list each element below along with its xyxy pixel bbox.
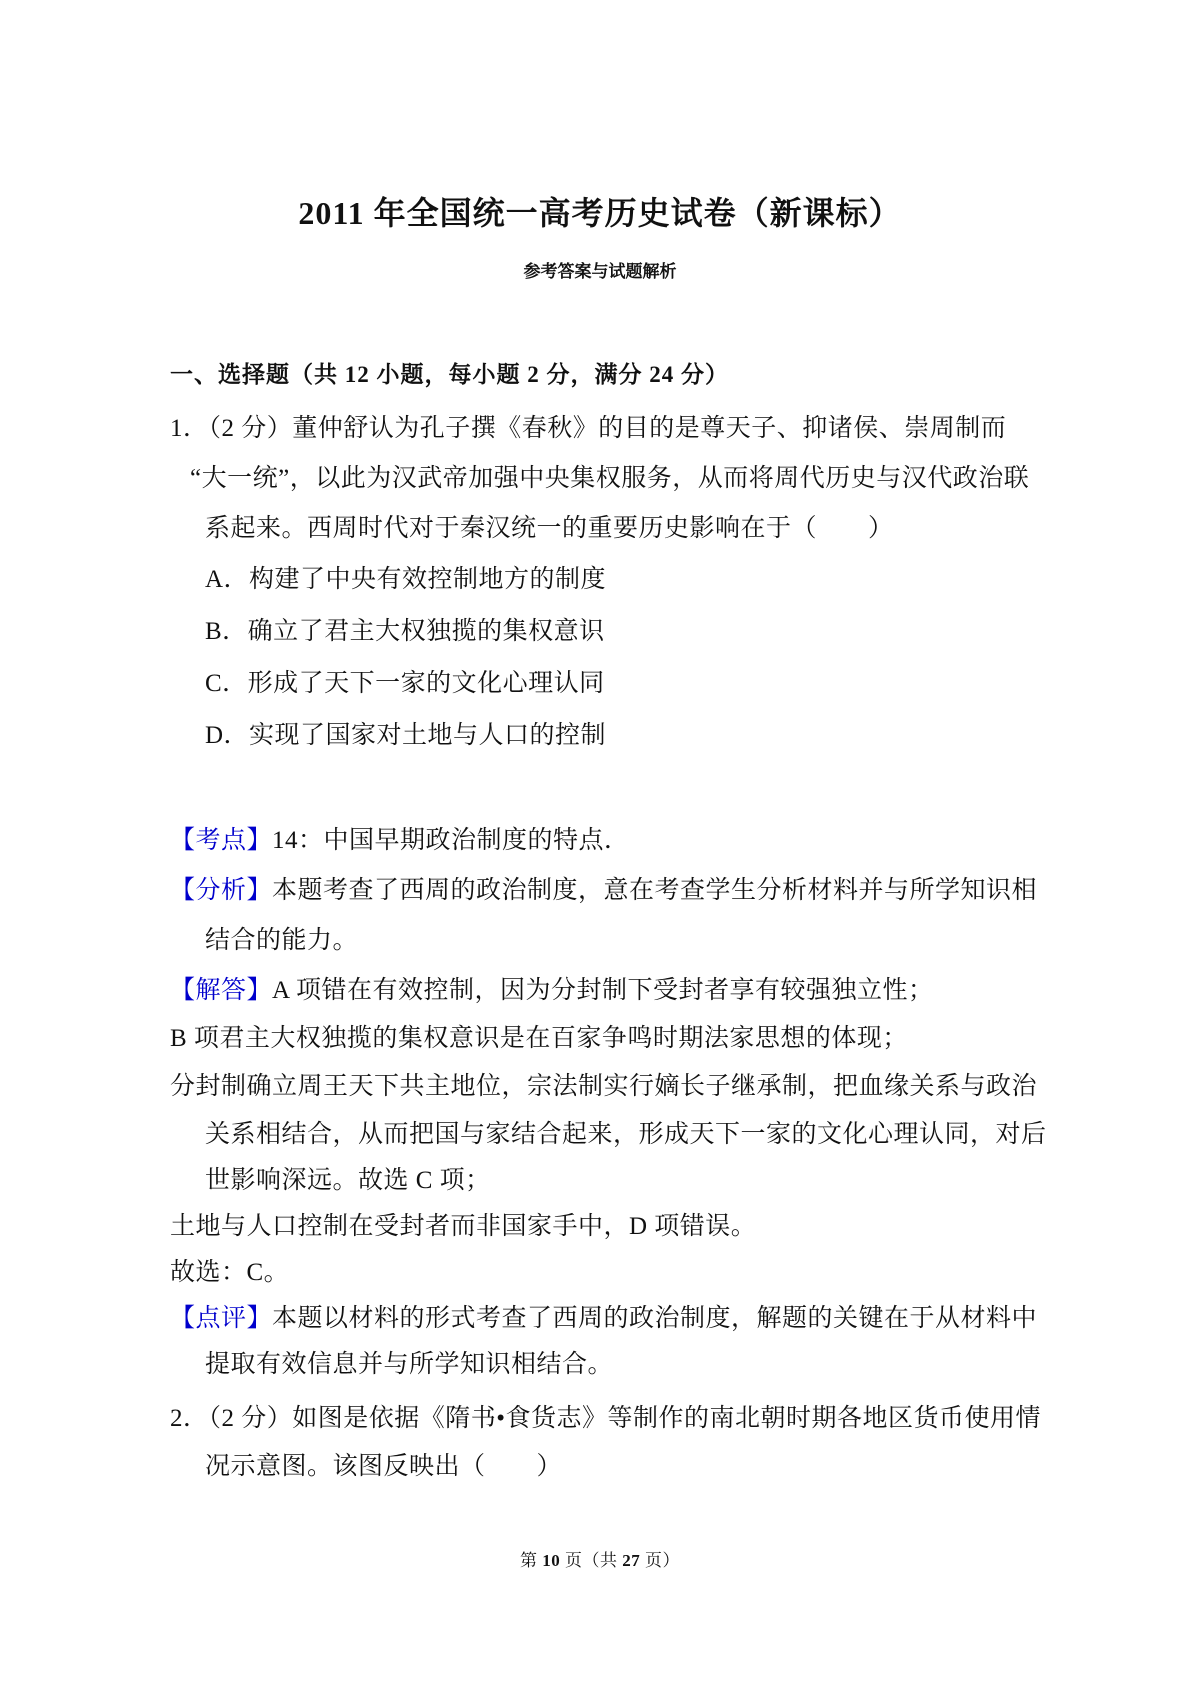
footer-prefix: 第 <box>520 1551 543 1570</box>
answer-line <box>170 1256 1080 1290</box>
footer-page-number: 10 <box>542 1551 561 1570</box>
jieda-line <box>170 1070 1080 1104</box>
fenxi-line <box>170 874 1080 908</box>
line-text: 本题考查了西周的政治制度，意在考查学生分析材料并与所学知识相 <box>272 877 1038 904</box>
line-text: 关系相结合，从而把国与家结合起来，形成天下一家的文化心理认同，对后 <box>205 1121 1047 1148</box>
line-text: 1．（2 分）董仲舒认为孔子撰《春秋》的目的是尊天子、抑诸侯、崇周制而 <box>170 415 1007 442</box>
fenxi-label: 【分析】 <box>170 877 273 904</box>
option-c <box>170 667 1080 701</box>
option-b <box>170 615 1080 649</box>
fenxi-line <box>170 924 1080 958</box>
footer-middle: 页（共 <box>560 1551 623 1570</box>
jieda-line <box>170 1210 1080 1244</box>
line-text: 故选：C。 <box>170 1259 290 1286</box>
jieda-line <box>170 1022 1080 1056</box>
jieda-label: 【解答】 <box>170 977 273 1004</box>
line-text: 结合的能力。 <box>205 927 359 954</box>
question-1-line <box>170 412 1080 446</box>
line-text: 分封制确立周王天下共主地位，宗法制实行嫡长子继承制，把血缘关系与政治 <box>170 1073 1038 1100</box>
jieda-line <box>170 1118 1080 1152</box>
line-text: 2．（2 分）如图是依据《隋书•食货志》等制作的南北朝时期各地区货币使用情 <box>170 1405 1042 1432</box>
line-text: 提取有效信息并与所学知识相结合。 <box>205 1351 614 1378</box>
line-text: D．实现了国家对土地与人口的控制 <box>205 722 607 749</box>
section-heading: 一、选择题（共 12 小题，每小题 2 分，满分 24 分） <box>170 362 729 387</box>
line-text: C．形成了天下一家的文化心理认同 <box>205 670 605 697</box>
jieda-line <box>170 1164 1080 1198</box>
question-2-line <box>170 1402 1080 1436</box>
line-text: A 项错在有效控制，因为分封制下受封者享有较强独立性； <box>272 977 934 1004</box>
question-2-line <box>170 1450 1080 1484</box>
option-a <box>170 563 1080 597</box>
jieda-line <box>170 974 1080 1008</box>
line-text: 本题以材料的形式考查了西周的政治制度，解题的关键在于从材料中 <box>272 1305 1038 1332</box>
line-text: A．构建了中央有效控制地方的制度 <box>205 566 607 593</box>
line-text: 系起来。西周时代对于秦汉统一的重要历史影响在于（ ） <box>205 515 894 542</box>
line-text: 14：中国早期政治制度的特点． <box>272 827 630 854</box>
page-footer <box>0 1546 1200 1571</box>
page-title: 2011 年全国统一高考历史试卷（新课标） <box>298 195 902 231</box>
question-1-line <box>170 462 1080 496</box>
dianping-line <box>170 1302 1080 1336</box>
line-text: B．确立了君主大权独揽的集权意识 <box>205 618 605 645</box>
line-text: 世影响深远。故选 C 项； <box>205 1167 491 1194</box>
page-subtitle: 参考答案与试题解析 <box>523 262 677 281</box>
line-text: 土地与人口控制在受封者而非国家手中，D 项错误。 <box>170 1213 757 1240</box>
dianping-label: 【点评】 <box>170 1305 273 1332</box>
line-text: B 项君主大权独揽的集权意识是在百家争鸣时期法家思想的体现； <box>170 1025 908 1052</box>
question-1-line <box>170 512 1080 546</box>
option-d <box>170 719 1080 753</box>
line-text: “大一统”，以此为汉武帝加强中央集权服务，从而将周代历史与汉代政治联 <box>190 465 1030 492</box>
footer-suffix: 页） <box>640 1551 680 1570</box>
line-text: 况示意图。该图反映出（ ） <box>205 1453 563 1480</box>
kaodian-label: 【考点】 <box>170 827 273 854</box>
dianping-line <box>170 1348 1080 1382</box>
footer-total-pages: 27 <box>622 1551 641 1570</box>
kaodian-line <box>170 824 1080 858</box>
